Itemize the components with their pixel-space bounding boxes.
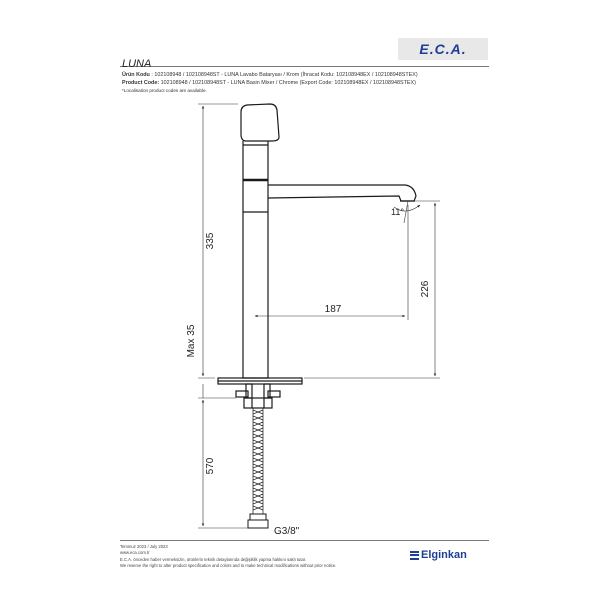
eca-logo-text: E.C.A. (419, 41, 467, 57)
elginkan-text: Elginkan (421, 549, 467, 561)
elginkan-logo (410, 548, 467, 562)
turkish-code-label: Ürün Kodu (122, 72, 150, 78)
dim-spout-height: 226 (420, 280, 431, 298)
braided-hose (248, 408, 268, 528)
mounting-nut (244, 398, 272, 408)
dim-max-deck: Max 35 (186, 324, 197, 358)
footer-website[interactable]: www.eca.com.tr (120, 550, 150, 555)
footer-date: Temmuz 2023 / July 2023 (120, 544, 168, 549)
english-code-label: Product Code: (122, 80, 160, 86)
footer-english-note: We reserve the right to alter product specification and colors and to make technical modifications without prior notice. (120, 563, 337, 568)
english-code-text: 102108948 / 102108948ST - LUNA Basin Mixer / Chrome (Export Code: 102108948EX / 102108948STEX) (160, 80, 416, 86)
elginkan-icon (410, 551, 419, 560)
localisation-note: *Localisation product codes are available. (122, 88, 207, 93)
faucet-spout (268, 185, 416, 201)
dim-spout-angle: 11° (391, 207, 404, 217)
footer-turkish-note: E.C.A. önceden haber vermeksizin, ürünlerin teknik detaylarında değişiklik yapma hakkını saklı tutar. (120, 557, 307, 562)
dim-thread-size: G3/8" (274, 526, 300, 537)
dim-hose-length: 570 (205, 457, 216, 475)
faucet-body (218, 104, 416, 408)
faucet-handle (241, 104, 279, 141)
product-title: LUNA (122, 58, 152, 70)
faucet-column (243, 141, 268, 378)
footer-divider (120, 540, 489, 541)
dim-height-total: 335 (205, 232, 216, 250)
hose-connector (248, 520, 268, 528)
turkish-code-text: : 102108948 / 102108948ST - LUNA Lavabo Bataryası / Krom (İhracat Kodu: 102108948EX / 102108948STEX) (151, 72, 418, 78)
dim-spout-reach: 187 (324, 304, 342, 315)
